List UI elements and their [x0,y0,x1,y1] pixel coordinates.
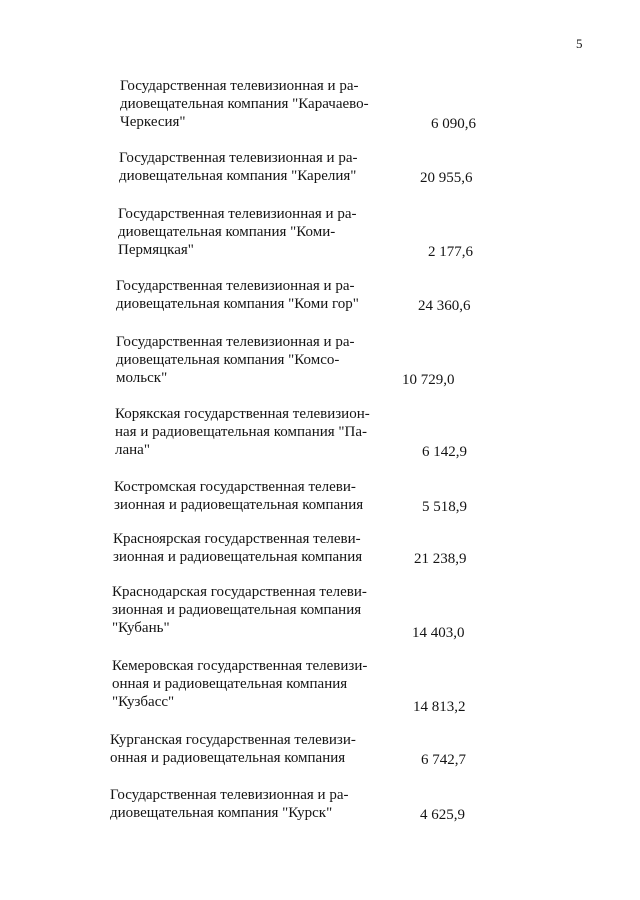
entry-name-line: диовещательная компания "Карачаево- [120,96,369,112]
entry-name-line: Государственная телевизионная и ра- [116,278,355,294]
entry-name [115,405,385,459]
entry-name-line: Черкесия" [120,114,186,130]
entry-name [120,77,390,131]
entry-name [116,333,386,387]
entry-name-line: Пермяцкая" [118,242,194,258]
entry-amount: 6 742,7 [421,752,466,768]
entry-name [119,149,389,185]
entry-name-line: мольск" [116,370,168,386]
entry-name-line: Краснодарская государственная телеви- [112,584,367,600]
entry-name-line: диовещательная компания "Карелия" [119,168,357,184]
entry-name-line: диовещательная компания "Комсо- [116,352,340,368]
entry-amount: 14 403,0 [412,625,465,641]
entry-name-line: Курганская государственная телевизи- [110,732,356,748]
entry-name [118,205,388,259]
entry-name-line: диовещательная компания "Коми гор" [116,296,359,312]
entry-name [112,583,382,637]
entry-name-line: зионная и радиовещательная компания [114,497,364,513]
entry-amount: 2 177,6 [428,244,473,260]
entry-name-line: ная и радиовещательная компания "Па- [115,424,368,440]
entry-amount: 21 238,9 [414,551,467,567]
entry-name-line: Государственная телевизионная и ра- [120,78,359,94]
entry-name-line: Государственная телевизионная и ра- [116,334,355,350]
entry-name-line: Государственная телевизионная и ра- [119,150,358,166]
entry-name-line: Государственная телевизионная и ра- [118,206,357,222]
entry-name [116,277,386,313]
entry-name [113,530,383,566]
entry-amount: 5 518,9 [422,499,467,515]
entry-name-line: Красноярская государственная телеви- [113,531,361,547]
page-number: 5 [576,36,583,51]
entry-name [114,478,384,514]
entry-name-line: "Кузбасс" [112,694,175,710]
entry-amount: 4 625,9 [420,807,465,823]
entry-name-line: зионная и радиовещательная компания [113,549,363,565]
entry-name-line: диовещательная компания "Курск" [110,805,333,821]
entry-name-line: онная и радиовещательная компания [110,750,346,766]
entry-name-line: Государственная телевизионная и ра- [110,787,349,803]
entry-amount: 24 360,6 [418,298,471,314]
entry-amount: 20 955,6 [420,170,473,186]
entry-name [110,731,380,767]
entry-name-line: диовещательная компания "Коми- [118,224,336,240]
entry-amount: 10 729,0 [402,372,455,388]
entry-amount: 14 813,2 [413,699,466,715]
entry-name-line: Кемеровская государственная телевизи- [112,658,368,674]
entry-amount: 6 090,6 [431,116,476,132]
entry-name [112,657,382,711]
entry-name [110,786,380,822]
entry-amount: 6 142,9 [422,444,467,460]
entry-name-line: Корякская государственная телевизион- [115,406,370,422]
entry-name-line: онная и радиовещательная компания [112,676,348,692]
entry-name-line: Костромская государственная телеви- [114,479,356,495]
entry-name-line: "Кубань" [112,620,170,636]
entry-name-line: лана" [115,442,150,458]
entry-name-line: зионная и радиовещательная компания [112,602,362,618]
